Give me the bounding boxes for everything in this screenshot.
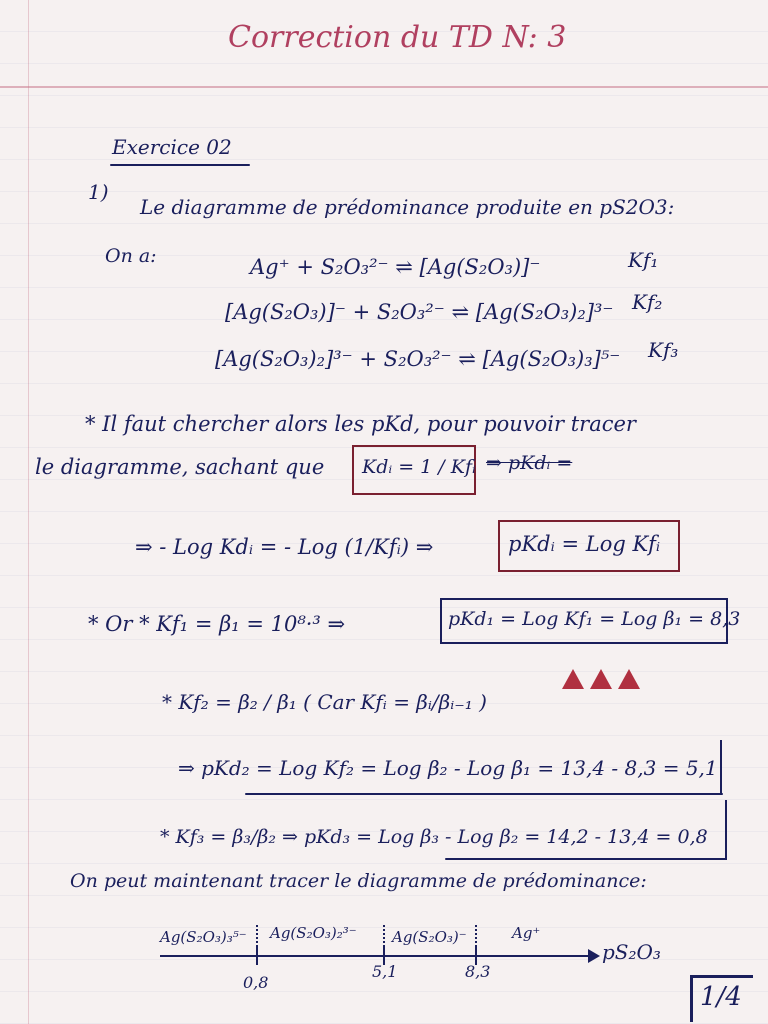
- question-heading: Le diagramme de prédominance produite en pS2O3:: [140, 195, 675, 219]
- on-a-label: On a:: [105, 245, 157, 267]
- reaction-2: [Ag(S₂O₃)]⁻ + S₂O₃²⁻ ⇌ [Ag(S₂O₃)₂]³⁻: [225, 300, 614, 324]
- pkd2-underline: [245, 793, 723, 795]
- reaction-3: [Ag(S₂O₃)₂]³⁻ + S₂O₃²⁻ ⇌ [Ag(S₂O₃)₃]⁵⁻: [215, 347, 621, 371]
- crossed-out-text: ⇒ pKdᵢ =: [486, 452, 573, 474]
- pkd2-bracket: [720, 740, 722, 794]
- axis-tick: [256, 947, 258, 965]
- exercise-underline: [110, 164, 250, 166]
- axis-arrowhead: [588, 949, 600, 963]
- question-number: 1): [88, 180, 109, 204]
- pkd2-line: ⇒ pKd₂ = Log Kf₂ = Log β₂ - Log β₁ = 13,4 - 8,3 = 5,1: [178, 756, 718, 780]
- tick-label-3: 8,3: [465, 962, 491, 981]
- warning-icon: [562, 669, 584, 689]
- axis-label: pS₂O₃: [602, 940, 661, 964]
- margin-line: [28, 0, 29, 1024]
- reaction-1-constant: Kf₁: [628, 248, 659, 272]
- pkd1-result: pKd₁ = Log Kf₁ = Log β₁ = 8,3: [448, 608, 741, 630]
- predominance-axis: [160, 955, 590, 957]
- exercise-heading: Exercice 02: [112, 135, 232, 159]
- instruction-line-1: * Il faut chercher alors les pKd, pour pouvoir tracer: [85, 412, 636, 436]
- zone-3-label: Ag(S₂O₃)⁻: [392, 928, 467, 946]
- warning-icons: [562, 668, 646, 689]
- kf1-line: * Or * Kf₁ = β₁ = 10⁸·³ ⇒: [88, 612, 346, 636]
- instruction-line-2: le diagramme, sachant que: [35, 455, 325, 479]
- header-rule: [0, 86, 768, 88]
- kf3-line: * Kf₃ = β₃/β₂ ⇒ pKd₃ = Log β₃ - Log β₂ = 14,2 - 13,4 = 0,8: [160, 826, 708, 848]
- log-derivation: ⇒ - Log Kdᵢ = - Log (1/Kfᵢ) ⇒: [135, 535, 434, 559]
- reaction-1: Ag⁺ + S₂O₃²⁻ ⇌ [Ag(S₂O₃)]⁻: [250, 255, 541, 279]
- pkd3-underline: [445, 858, 727, 860]
- kd-definition: Kdᵢ = 1 / Kfᵢ: [362, 456, 476, 478]
- reaction-2-constant: Kf₂: [632, 290, 663, 314]
- page-title: Correction du TD N: 3: [228, 20, 567, 55]
- warning-icon: [618, 669, 640, 689]
- tick-label-1: 0,8: [243, 973, 269, 992]
- zone-2-label: Ag(S₂O₃)₂³⁻: [270, 924, 357, 942]
- zone-4-label: Ag⁺: [512, 924, 541, 942]
- pkd3-bracket: [725, 800, 727, 860]
- pkd-result: pKdᵢ = Log Kfᵢ: [508, 532, 661, 556]
- tick-label-2: 5,1: [372, 962, 398, 981]
- reaction-3-constant: Kf₃: [648, 338, 679, 362]
- page-number: 1/4: [700, 982, 742, 1012]
- zone-1-label: Ag(S₂O₃)₃⁵⁻: [160, 928, 247, 946]
- kf2-line: * Kf₂ = β₂ / β₁ ( Car Kfᵢ = βᵢ/βᵢ₋₁ ): [162, 690, 487, 714]
- warning-icon: [590, 669, 612, 689]
- diagram-intro: On peut maintenant tracer le diagramme de prédominance:: [70, 870, 647, 892]
